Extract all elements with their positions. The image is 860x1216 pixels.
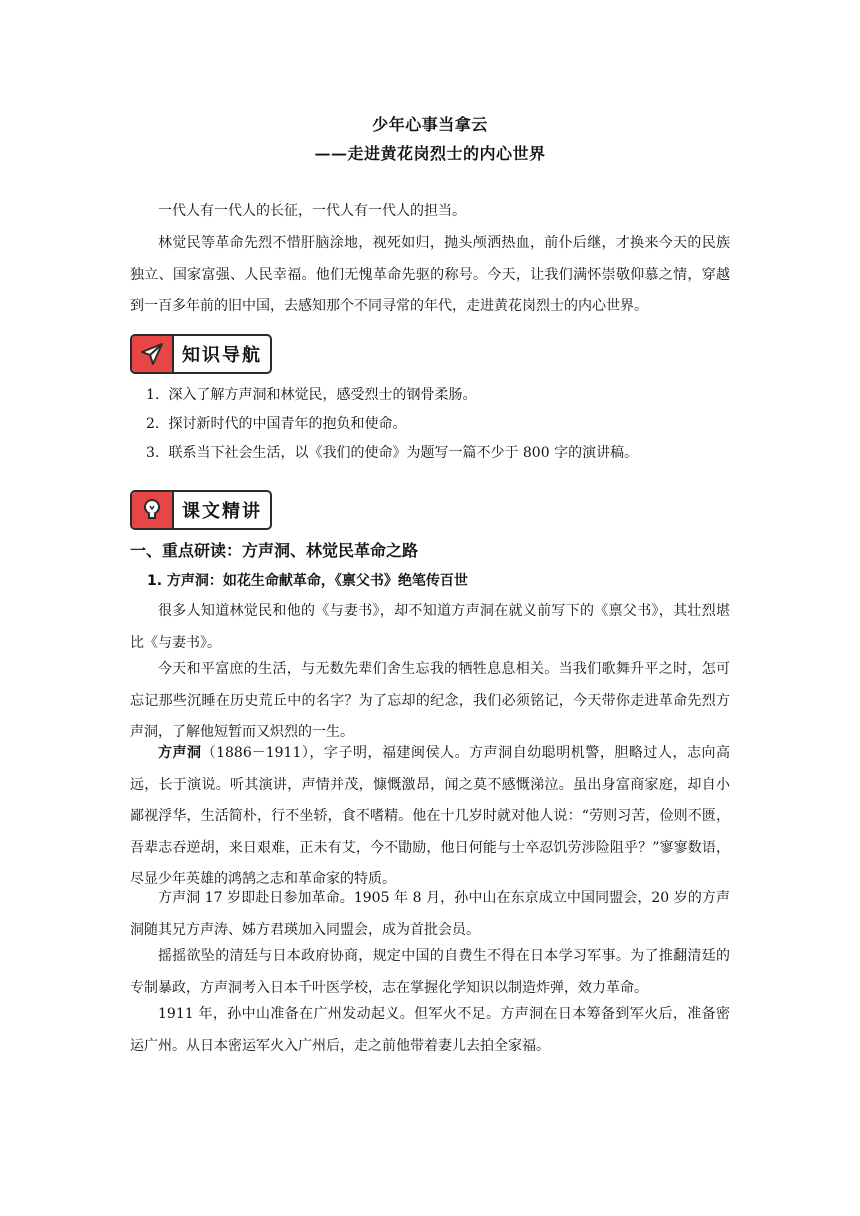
paper-plane-icon <box>132 336 174 372</box>
knowledge-list <box>146 381 736 468</box>
lightbulb-icon <box>132 492 174 528</box>
body-paragraph-6: 1911 年，孙中山准备在广州发动起义。但军火不足。方声洞在日本筹备到军火后，准备密运广州。从日本密运军火入广州后，走之前他带着妻儿去拍全家福。 <box>130 1006 730 1054</box>
list-item: 2. 探讨新时代的中国青年的抱负和使命。 <box>146 416 407 432</box>
knowledge-nav-label: 知识导航 <box>182 345 262 366</box>
body-paragraph-4: 方声洞 17 岁即赴日参加革命。1905 年 8 月，孙中山在东京成立中国同盟会，20 岁的方声洞随其兄方声涛、姊方君瑛加入同盟会，成为首批会员。 <box>130 890 730 938</box>
intro-paragraph-1: 一代人有一代人的长征，一代人有一代人的担当。 <box>158 203 466 219</box>
body-paragraph-1: 很多人知道林觉民和他的《与妻书》，却不知道方声洞在就义前写下的《禀父书》，其壮烈堪比《与妻书》。 <box>130 603 730 651</box>
body-paragraph-2: 今天和平富庶的生活，与无数先辈们舍生忘我的牺牲息息相关。当我们歌舞升平之时，怎可忘记那些沉睡在历史荒丘中的名字？为了忘却的纪念，我们必须铭记，今天带你走进革命先烈方声洞，了解他短暂而又炽烈的一生。 <box>130 661 730 740</box>
subsection-heading: 1. 方声洞：如花生命献革命，《禀父书》绝笔传百世 <box>147 573 468 589</box>
knowledge-nav-badge <box>130 334 272 374</box>
document-title: 少年心事当拿云 <box>372 115 488 134</box>
lesson-badge <box>130 490 272 530</box>
person-name-bold: 方声洞 <box>158 745 202 761</box>
body-paragraph-5: 摇摇欲坠的清廷与日本政府协商，规定中国的自费生不得在日本学习军事。为了推翻清廷的专制暴政，方声洞考入日本千叶医学校，志在掌握化学知识以制造炸弹，效力革命。 <box>130 948 730 996</box>
section-heading: 一、重点研读：方声洞、林觉民革命之路 <box>130 541 419 560</box>
list-item: 3. 联系当下社会生活，以《我们的使命》为题写一篇不少于 800 字的演讲稿。 <box>146 445 639 461</box>
document-subtitle: ——走进黄花岗烈士的内心世界 <box>314 144 546 163</box>
intro-paragraph-2: 林觉民等革命先烈不惜肝脑涂地，视死如归，抛头颅洒热血，前仆后继，才换来今天的民族独立、国家富强、人民幸福。他们无愧革命先驱的称号。今天，让我们满怀崇敬仰慕之情，穿越到一百多年前的旧中国，去感知那个不同寻常的年代，走进黄花岗烈士的内心世界。 <box>130 235 730 314</box>
lesson-label: 课文精讲 <box>182 501 262 522</box>
list-item: 1. 深入了解方声洞和林觉民，感受烈士的钢骨柔肠。 <box>146 387 477 403</box>
body-paragraph-3: 方声洞（1886－1911），字子明，福建闽侯人。方声洞自幼聪明机警，胆略过人，志向高远，长于演说。听其演讲，声情并茂，慷慨激昂，闻之莫不感慨涕泣。虽出身富商家庭，却自小鄙视浮华，生活简朴，行不坐轿，食不嗜精。他在十几岁时就对他人说：“劳则习苦，俭则不匮，吾辈志吞逆胡，来日艰难，正未有艾，今不勖励，他日何能与士卒忍饥劳涉险阻乎？”寥寥数语，尽显少年英雄的鸿鹄之志和革命家的特质。 <box>130 745 731 887</box>
